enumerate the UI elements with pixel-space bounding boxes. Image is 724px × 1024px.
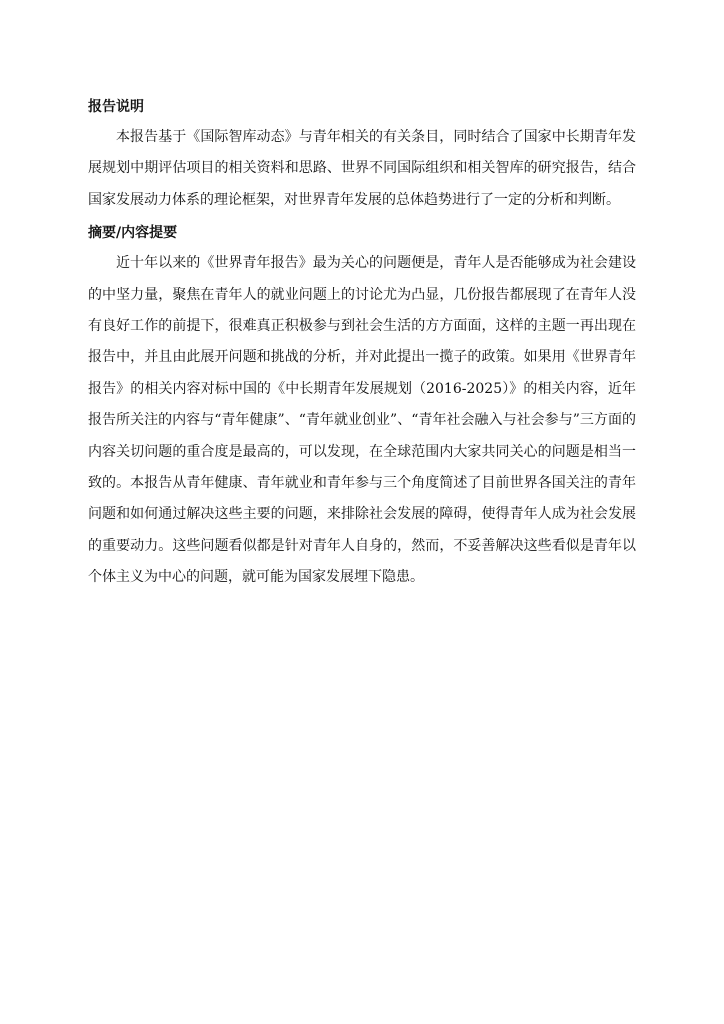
abstract-paragraph: 近十年以来的《世界青年报告》最为关心的问题便是，青年人是否能够成为社会建设的中坚力量，聚焦在青年人的就业问题上的讨论尤为凸显，几份报告都展现了在青年人没有良好工作的前提下，很难真正积极参与到社会生活的方方面面，这样的主题一再出现在报告中，并且由此展开问题和挑战的分析，并对此提出一揽子的政策。如果用《世界青年报告》的相关内容对标中国的《中长期青年发展规划（2016-2025）》的相关内容，近年报告所关注的内容与“青年健康”、“青年就业创业”、“青年社会融入与社会参与”三方面的内容关切问题的重合度是最高的，可以发现，在全球范围内大家共同关心的问题是相当一致的。本报告从青年健康、青年就业和青年参与三个角度简述了目前世界各国关注的青年问题和如何通过解决这些主要的问题，来排除社会发展的障碍，使得青年人成为社会发展的重要动力。这些问题看似都是针对青年人自身的，然而，不妥善解决这些看似是青年以个体主义为中心的问题，就可能为国家发展埋下隐患。: [88, 255, 636, 586]
report-description-paragraph: 本报告基于《国际智库动态》与青年相关的有关条目，同时结合了国家中长期青年发展规划中期评估项目的相关资料和思路、世界不同国际组织和相关智库的研究报告，结合国家发展动力体系的理论框架，对世界青年发展的总体趋势进行了一定的分析和判断。: [88, 129, 636, 208]
section-heading-abstract: 摘要/内容提要: [88, 225, 178, 242]
document-body: [88, 96, 636, 594]
section-heading-report-description: 报告说明: [88, 99, 144, 115]
